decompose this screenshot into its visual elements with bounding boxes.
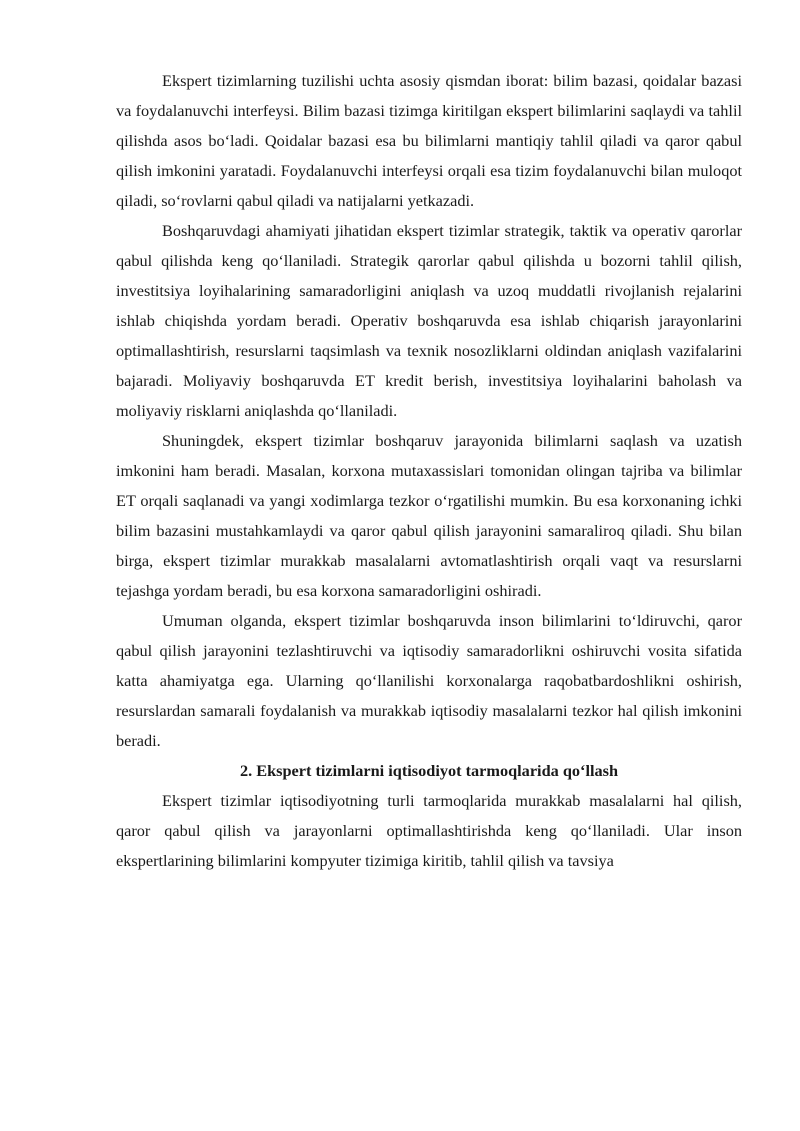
paragraph-knowledge-storage: Shuningdek, ekspert tizimlar boshqaruv jarayonida bilimlarni saqlash va uzatish imkonini ham beradi. Masalan, korxona mutaxassislari tomonidan olingan tajriba va bilimlar ET orqali saqlanadi va yangi xodimlarga tezkor o‘rgatilishi mumkin. Bu esa korxonaning ichki bilim bazasini mustahkamlaydi va qaror qabul qilish jarayonini samaraliroq qiladi. Shu bilan birga, ekspert tizimlar murakkab masalalarni avtomatlashtirish orqali vaqt va resurslarni tejashga yordam beradi, bu esa korxona samaradorligini oshiradi. (116, 431, 742, 600)
paragraph-management-importance: Boshqaruvdagi ahamiyati jihatidan ekspert tizimlar strategik, taktik va operativ qarorlar qabul qilishda keng qo‘llaniladi. Strategik qarorlar qabul qilishda u bozorni tahlil qilish, investitsiya loyihalarining samaradorligini aniqlash va uzoq muddatli rivojlanish rejalarini ishlab chiqishda yordam beradi. Operativ boshqaruvda esa ishlab chiqarish jarayonlarini optimallashtirish, resurslarni taqsimlash va texnik nosozliklarni oldindan aniqlash vazifalarini bajaradi. Moliyaviy boshqaruvda ET kredit berish, investitsiya loyihalarini baholash va moliyaviy risklarni aniqlashda qo‘llaniladi. (116, 221, 742, 420)
paragraph-structure: Ekspert tizimlarning tuzilishi uchta asosiy qismdan iborat: bilim bazasi, qoidalar bazasi va foydalanuvchi interfeysi. Bilim bazasi tizimga kiritilgan ekspert bilimlarini saqlaydi va tahlil qilishda asos bo‘ladi. Qoidalar bazasi esa bu bilimlarni mantiqiy tahlil qiladi va qaror qabul qilish imkonini yaratadi. Foydalanuvchi interfeysi orqali esa tizim foydalanuvchi bilan muloqot qiladi, so‘rovlarni qabul qiladi va natijalarni yetkazadi. (116, 71, 742, 210)
paragraph-conclusion: Umuman olganda, ekspert tizimlar boshqaruvda inson bilimlarini to‘ldiruvchi, qaror qabul qilish jarayonini tezlashtiruvchi va iqtisodiy samaradorlikni oshiruvchi vosita sifatida katta ahamiyatga ega. Ularning qo‘llanilishi korxonalarga raqobatbardoshlikni oshirish, resurslardan samarali foydalanish va murakkab iqtisodiy masalalarni tezkor hal qilish imkonini beradi. (116, 611, 742, 750)
section-heading: 2. Ekspert tizimlarni iqtisodiyot tarmoqlarida qo‘llash (239, 761, 619, 780)
paragraph-section-intro: Ekspert tizimlar iqtisodiyotning turli tarmoqlarida murakkab masalalarni hal qilish, qaror qabul qilish va jarayonlarni optimallashtirishda keng qo‘llaniladi. Ular inson ekspertlarining bilimlarini kompyuter tizimiga kiritib, tahlil qilish va tavsiya (116, 791, 742, 870)
document-page (116, 66, 742, 876)
